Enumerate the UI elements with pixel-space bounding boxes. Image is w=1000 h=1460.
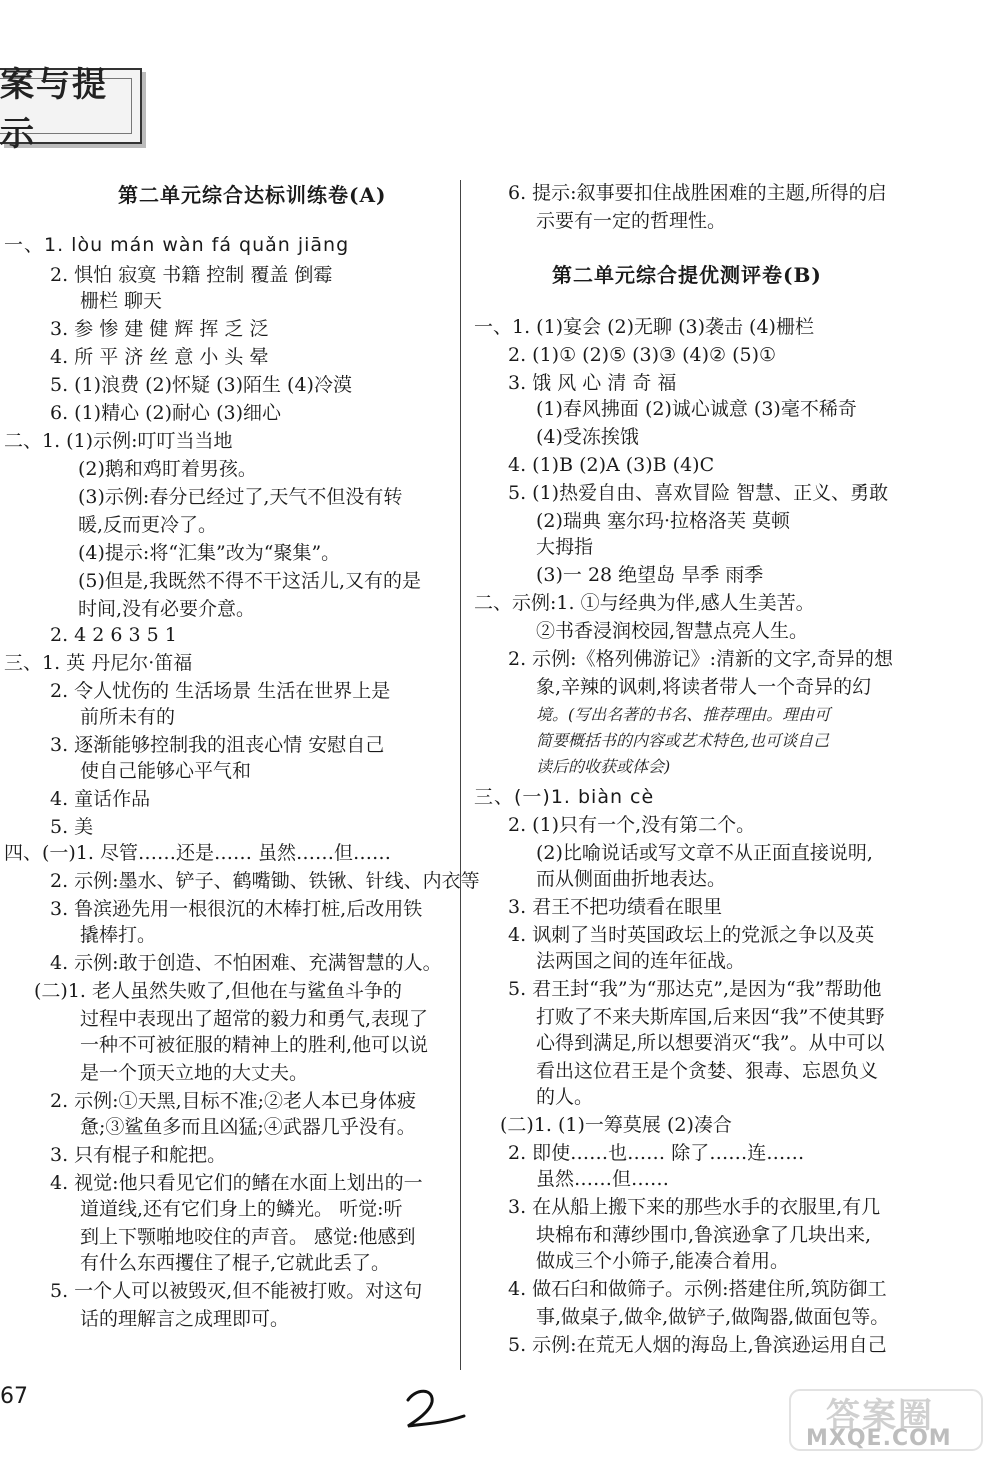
right-line: 2. 即使……也…… 除了……连…… [508,1142,805,1164]
left-line: (二)1. 老人虽然失败了,但他在与鲨鱼斗争的 [34,980,403,1002]
left-line: 2. 令人忧伤的 生活场景 生活在世界上是 [50,680,391,702]
left-line: 前所未有的 [80,706,176,728]
right-line: 2. (1)只有一个,没有第二个。 [508,814,756,836]
left-line: (4)提示:将“汇集”改为“聚集”。 [78,542,341,564]
right-line: 而从侧面曲折地表达。 [536,868,727,890]
right-line: 4. (1)B (2)A (3)B (4)C [508,454,715,476]
left-line: 3. 参 惨 建 健 辉 挥 乏 泛 [50,318,269,340]
right-line: (4)受冻挨饿 [536,426,639,448]
right-line: 4. 讽刺了当时英国政坛上的党派之争以及英 [508,924,875,946]
left-title: 第二单元综合达标训练卷(A) [118,183,387,207]
right-line: 做成三个小筛子,能凑合着用。 [536,1250,790,1272]
right-note: 简要概括书的内容或艺术特色,也可谈自己 [536,731,830,750]
left-line: 5. (1)浪费 (2)怀疑 (3)陌生 (4)冷漠 [50,374,352,396]
left-line: 到上下颚啪地咬住的声音。 感觉:他感到 [80,1226,416,1248]
right-note: 境。(写出名著的书名、推荐理由。理由可 [536,705,831,724]
watermark-text-cn: 答案圈 [826,1396,934,1436]
left-line: 4. 视觉:他只看见它们的鳍在水面上划出的一 [50,1172,423,1194]
left-line: 3. 只有棍子和舵把。 [50,1144,227,1166]
right-line: 5. 示例:在荒无人烟的海岛上,鲁滨逊运用自己 [508,1334,887,1356]
right-line: 块棉布和薄纱围巾,鲁滨逊拿了几块出来, [536,1224,872,1246]
left-line: 4. 示例:敢于创造、不怕困难、充满智慧的人。 [50,952,442,974]
page-number: 67 [0,1384,28,1409]
right-line: 3. 君王不把功绩看在眼里 [508,896,723,918]
left-line: 撬棒打。 [80,924,157,946]
left-line: 5. 美 [50,816,94,838]
left-line: 二、1. (1)示例:叮叮当当地 [4,430,233,452]
right-line: 5. 君王封“我”为“那达克”,是因为“我”帮助他 [508,978,882,1000]
right-line: 打败了不来夫斯库国,后来因“我”不使其野 [536,1006,885,1028]
left-line: 四、(一)1. 尽管……还是…… 虽然……但…… [4,842,392,864]
right-line: 示要有一定的哲理性。 [536,210,727,232]
right-line: 二、示例:1. ①与经典为伴,感人生美苦。 [474,592,815,614]
left-line: 4. 童话作品 [50,788,151,810]
right-line: 心得到满足,所以想要消灭“我”。从中可以 [536,1032,885,1054]
left-line: 5. 一个人可以被毁灭,但不能被打败。对这句 [50,1280,423,1302]
left-line: 一种不可被征服的精神上的胜利,他可以说 [80,1034,429,1056]
left-line: 2. 惧怕 寂寞 书籍 控制 覆盖 倒霉 [50,264,333,286]
column-divider [460,180,461,1370]
left-line: 3. 逐渐能够控制我的沮丧心情 安慰自己 [50,734,385,756]
left-line: 栅栏 聊天 [80,290,163,312]
right-line: 大拇指 [536,536,594,558]
right-line: 2. (1)① (2)⑤ (3)③ (4)② (5)① [508,344,777,366]
left-line: 3. 鲁滨逊先用一根很沉的木棒打桩,后改用铁 [50,898,423,920]
left-line: 时间,没有必要介意。 [78,598,256,620]
left-line: 是一个顶天立地的大丈夫。 [80,1062,309,1084]
right-line: 3. 饿 风 心 清 奇 福 [508,372,677,394]
left-line: 一、1. lòu mán wàn fá quǎn jiāng [4,234,350,256]
left-line: 暖,反而更冷了。 [78,514,218,536]
left-line: 有什么东西攫住了棍子,它就此丢了。 [80,1252,391,1274]
right-line: 2. 示例:《格列佛游记》:清新的文字,奇异的想 [508,648,894,670]
right-line: (2)比喻说话或写文章不从正面直接说明, [536,842,873,864]
right-line: 虽然……但…… [536,1168,670,1190]
right-title: 第二单元综合提优测评卷(B) [552,263,822,287]
left-line: 4. 所 平 济 丝 意 小 头 晕 [50,346,269,368]
left-line: 2. 示例:①天黑,目标不准;②老人本已身体疲 [50,1090,417,1112]
left-line: 2. 4 2 6 3 5 1 [50,624,177,646]
right-note: 读后的收获或体会) [536,757,671,776]
left-line: 道道线,还有它们身上的鳞光。 听觉:听 [80,1198,403,1220]
left-line: 过程中表现出了超常的毅力和勇气,表现了 [80,1008,429,1030]
right-line: 一、1. (1)宴会 (2)无聊 (3)袭击 (4)栅栏 [474,316,814,338]
right-line: 4. 做石臼和做筛子。示例:搭建住所,筑防御工 [508,1278,887,1300]
right-line: (2)瑞典 塞尔玛·拉格洛芙 莫顿 [536,510,791,532]
left-line: 惫;③鲨鱼多而且凶猛;④武器几乎没有。 [80,1116,416,1138]
right-line: 三、(一)1. biàn cè [474,786,655,808]
watermark-text-en: MXQE.COM [806,1426,952,1451]
left-line: 6. (1)精心 (2)耐心 (3)细心 [50,402,281,424]
left-line: 话的理解言之成理即可。 [80,1308,290,1330]
right-line: (1)春风拂面 (2)诚心诚意 (3)毫不稀奇 [536,398,857,420]
right-line: 3. 在从船上搬下来的那些水手的衣服里,有几 [508,1196,881,1218]
left-line: (3)示例:春分已经过了,天气不但没有转 [78,486,403,508]
handwritten-mark [400,1386,470,1430]
right-line: 的人。 [536,1086,594,1108]
section-header-tab [0,65,142,154]
right-line: ②书香浸润校园,智慧点亮人生。 [536,620,809,642]
left-line: 使自己能够心平气和 [80,760,252,782]
right-line: 事,做桌子,做伞,做铲子,做陶器,做面包等。 [536,1306,890,1328]
right-line: 法两国之间的连年征战。 [536,950,746,972]
left-line: 2. 示例:墨水、铲子、鹤嘴锄、铁锹、针线、内衣等 [50,870,480,892]
left-line: (5)但是,我既然不得不干这活儿,又有的是 [78,570,421,592]
left-line: (2)鹅和鸡盯着男孩。 [78,458,257,480]
right-line: 6. 提示:叙事要扣住战胜困难的主题,所得的启 [508,182,887,204]
right-line: (3)一 28 绝望岛 旱季 雨季 [536,564,764,586]
section-header-title: 案与提示 [0,78,132,134]
right-line: (二)1. (1)一筹莫展 (2)凑合 [500,1114,732,1136]
right-line: 象,辛辣的讽刺,将读者带人一个奇异的幻 [536,676,872,698]
right-line: 5. (1)热爱自由、喜欢冒险 智慧、正义、勇敢 [508,482,889,504]
left-line: 三、1. 英 丹尼尔·笛福 [4,652,193,674]
right-line: 看出这位君王是个贪婪、狠毒、忘恩负义 [536,1060,879,1082]
